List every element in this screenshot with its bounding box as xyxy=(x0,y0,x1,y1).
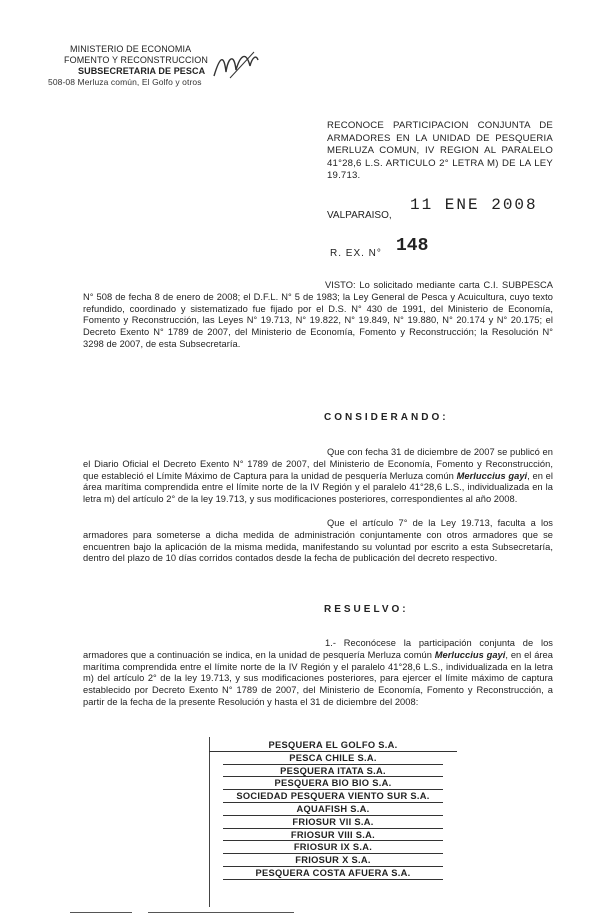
handwritten-initials xyxy=(210,46,262,86)
company-item: FRIOSUR IX S.A. xyxy=(209,841,457,854)
ministry-subline: FOMENTO Y RECONSTRUCCION xyxy=(64,55,208,65)
place-label: VALPARAISO, xyxy=(327,210,392,221)
footer-rule xyxy=(148,912,294,913)
resolution-label: R. EX. N° xyxy=(330,248,382,259)
resuelvo-paragraph-1: 1.- Reconócese la participación conjunta de los armadores que a continuación se indica, en la unidad de pesquería Merluza común Merluccius gayi, en el área marítima comprendida entre el límite norte de la IV Región y el paralelo 41°28,6 L.S., individualizada en la letra m) del artículo 2° de la ley 19.713, y sus modificaciones posteriores, para ejercer el límite máximo de captura establecido por Decreto Exento N° 1789 de 2007, del Ministerio de Economía, Fomento y Reconstrucción, a partir de la fecha de la presente Resolución y hasta el 31 de diciembre del 2008: xyxy=(83,638,553,707)
considerando-paragraph-2: Que el artículo 7° de la Ley 19.713, faculta a los armadores para someterse a dicha medida de administración conjuntamente con otros armadores que se encuentren bajo la aplicación de la misma medida, manifestando su voluntad por escrito a esta Subsecretaría, dentro del plazo de 10 días corridos contados desde la fecha de publicación del decreto respectivo. xyxy=(83,518,553,564)
company-item: FRIOSUR X S.A. xyxy=(209,854,457,867)
company-item: PESQUERA BIO BIO S.A. xyxy=(209,777,457,790)
considerando-heading: CONSIDERANDO: xyxy=(324,412,449,423)
file-reference: 508-08 Merluza común, El Golfo y otros xyxy=(48,77,202,87)
subsecretaria-line: SUBSECRETARIA DE PESCA xyxy=(78,66,206,76)
date-stamp: 11 ENE 2008 xyxy=(410,196,538,214)
company-item: PESQUERA EL GOLFO S.A. xyxy=(209,739,457,752)
visto-paragraph: VISTO: Lo solicitado mediante carta C.I. SUBPESCA N° 508 de fecha 8 de enero de 2008; el D.F.L. N° 5 de 1983; la Ley General de Pesca y Acuicultura, cuyo texto refundido, coordinado y sistematizado fue fijado por el D.S. N° 430 de 1991, del Ministerio de Economía, Fomento y Reconstrucción, las Leyes N° 19.713, N° 19.822, N° 19.849, N° 19.880, N° 20.174 y N° 20.175; el Decreto Exento N° 1789 de 2007, del Ministerio de Economía, Fomento y Reconstrucción; la Resolución N° 3298 de 2007, de esta Subsecretaría. xyxy=(83,280,553,349)
species-name: Merluccius gayi xyxy=(456,470,528,481)
company-item: PESQUERA COSTA AFUERA S.A. xyxy=(209,867,457,880)
company-item: SOCIEDAD PESQUERA VIENTO SUR S.A. xyxy=(209,790,457,803)
considerando-paragraph-1: Que con fecha 31 de diciembre de 2007 se publicó en el Diario Oficial el Decreto Exento N° 1789 de 2007, del Ministerio de Economía, Fomento y Reconstrucción, que estableció el Límite Máximo de Captura para la unidad de pesquería Merluza común Merluccius gayi, en el área marítima comprendida entre el límite norte de la IV Región y el paralelo 41°28,6 L.S., individualizada en la letra m) del artículo 2° de la ley 19.713, y sus modificaciones posteriores, correspondientes al año 2008. xyxy=(83,447,553,505)
footer-rule xyxy=(70,912,132,913)
resolution-number: 148 xyxy=(396,236,429,256)
company-item: PESQUERA ITATA S.A. xyxy=(209,765,457,778)
company-item: FRIOSUR VIII S.A. xyxy=(209,829,457,842)
company-item: FRIOSUR VII S.A. xyxy=(209,816,457,829)
company-item: AQUAFISH S.A. xyxy=(209,803,457,816)
resuelvo-heading: RESUELVO: xyxy=(324,604,409,615)
ministry-line: MINISTERIO DE ECONOMIA xyxy=(70,44,192,54)
resolution-title: RECONOCE PARTICIPACION CONJUNTA DE ARMADORES EN LA UNIDAD DE PESQUERIA MERLUZA COMUN, IV REGION AL PARALELO 41°28,6 L.S. ARTICULO 2° LETRA M) DE LA LEY 19.713. xyxy=(327,120,553,182)
company-item: PESCA CHILE S.A. xyxy=(209,752,457,765)
species-name: Merluccius gayi xyxy=(434,649,506,660)
company-list xyxy=(209,739,457,880)
